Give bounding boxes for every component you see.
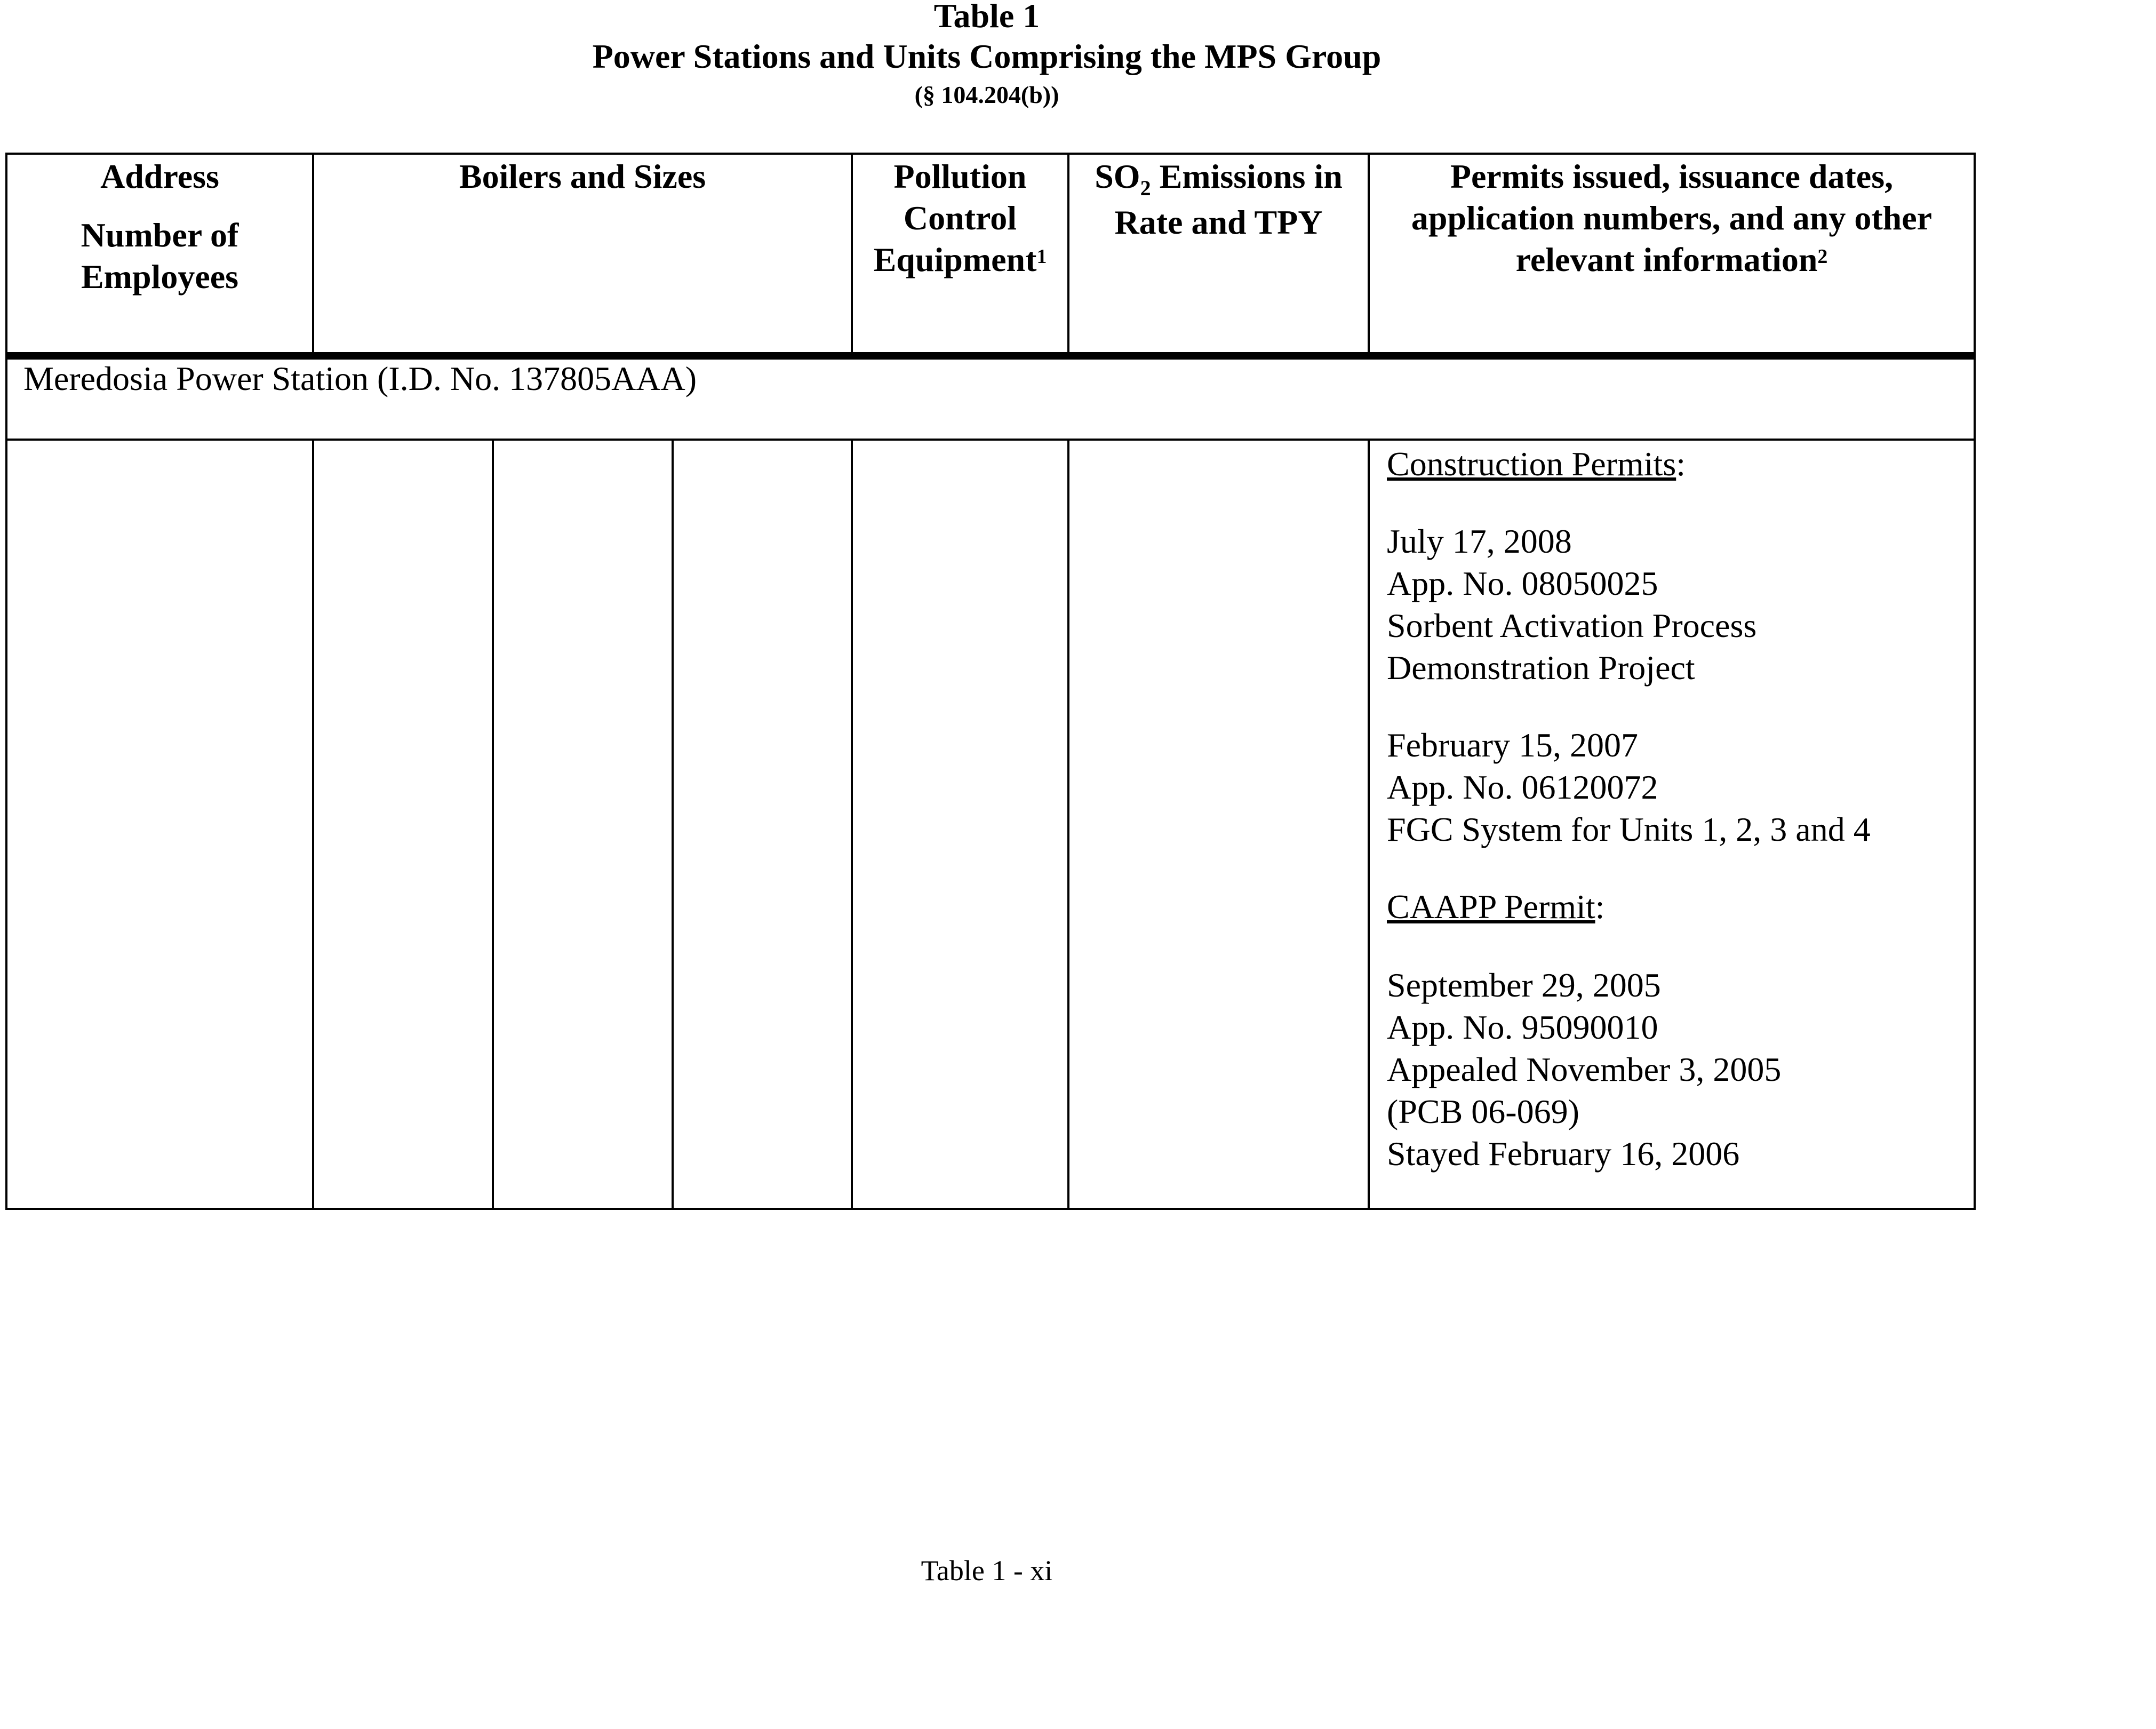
header-permits-line2: application numbers, and any other (1411, 199, 1933, 237)
permit-app-number: App. No. 06120072 (1387, 768, 1658, 806)
table-section-reference: (§ 104.204(b)) (914, 81, 1059, 108)
grid-line (851, 439, 853, 1210)
header-permits-line3: relevant information (1515, 241, 1818, 278)
header-permits (1370, 156, 1974, 281)
header-pollution-line1: Pollution (893, 157, 1027, 195)
table-number: Table 1 (933, 0, 1040, 35)
construction-permits-heading: Construction Permits (1387, 445, 1676, 483)
header-address (7, 156, 312, 298)
permit-description: FGC System for Units 1, 2, 3 and 4 (1387, 810, 1871, 848)
permit-date: February 15, 2007 (1387, 726, 1639, 764)
grid-line (492, 439, 494, 1210)
footnote-marker-2: 2 (1817, 245, 1828, 268)
header-boilers (314, 156, 851, 197)
grid-line (1067, 439, 1069, 1210)
grid-line (1368, 439, 1370, 1210)
permit-date: July 17, 2008 (1387, 522, 1572, 560)
heading-colon: : (1676, 445, 1686, 483)
permit-date: September 29, 2005 (1387, 966, 1661, 1004)
permit-stay: Stayed February 16, 2006 (1387, 1135, 1740, 1173)
header-pollution-line3: Equipment (873, 241, 1037, 278)
grid-line (672, 439, 674, 1210)
header-so2-rest: Emissions in (1151, 157, 1343, 195)
footnote-marker-1: 1 (1036, 245, 1047, 268)
permit-description: Sorbent Activation Process (1387, 607, 1757, 644)
caapp-permit-heading: CAAPP Permit (1387, 888, 1595, 926)
header-pollution-control (853, 156, 1067, 281)
grid-line (1974, 153, 1976, 1210)
header-permits-line1: Permits issued, issuance dates, (1450, 157, 1894, 195)
header-boilers-label: Boilers and Sizes (459, 157, 706, 195)
header-so2-prefix: SO (1095, 157, 1140, 195)
permit-description: Demonstration Project (1387, 649, 1695, 687)
station-name: Meredosia Power Station (I.D. No. 137805AAA) (23, 360, 697, 397)
grid-line (5, 153, 1976, 155)
permits-cell (1387, 443, 1963, 1175)
grid-line (312, 439, 314, 1210)
header-employees-line2: Employees (81, 258, 239, 296)
grid-line (5, 153, 7, 1210)
header-so2-subscript: 2 (1140, 176, 1151, 200)
header-so2-line2: Rate and TPY (1114, 203, 1323, 241)
header-so2-emissions (1069, 156, 1368, 243)
header-pollution-line2: Control (903, 199, 1017, 237)
table-title: Power Stations and Units Comprising the MPS Group (592, 37, 1382, 75)
header-employees-line1: Number of (81, 216, 239, 254)
permit-appeal: Appealed November 3, 2005 (1387, 1050, 1782, 1088)
page-footer: Table 1 - xi (921, 1555, 1053, 1587)
grid-line (5, 1208, 1976, 1210)
permit-app-number: App. No. 95090010 (1387, 1008, 1658, 1046)
header-address-label: Address (100, 157, 219, 195)
grid-line (5, 439, 1976, 441)
permit-app-number: App. No. 08050025 (1387, 564, 1658, 602)
heading-colon: : (1595, 888, 1605, 926)
permit-pcb-number: (PCB 06-069) (1387, 1093, 1579, 1130)
